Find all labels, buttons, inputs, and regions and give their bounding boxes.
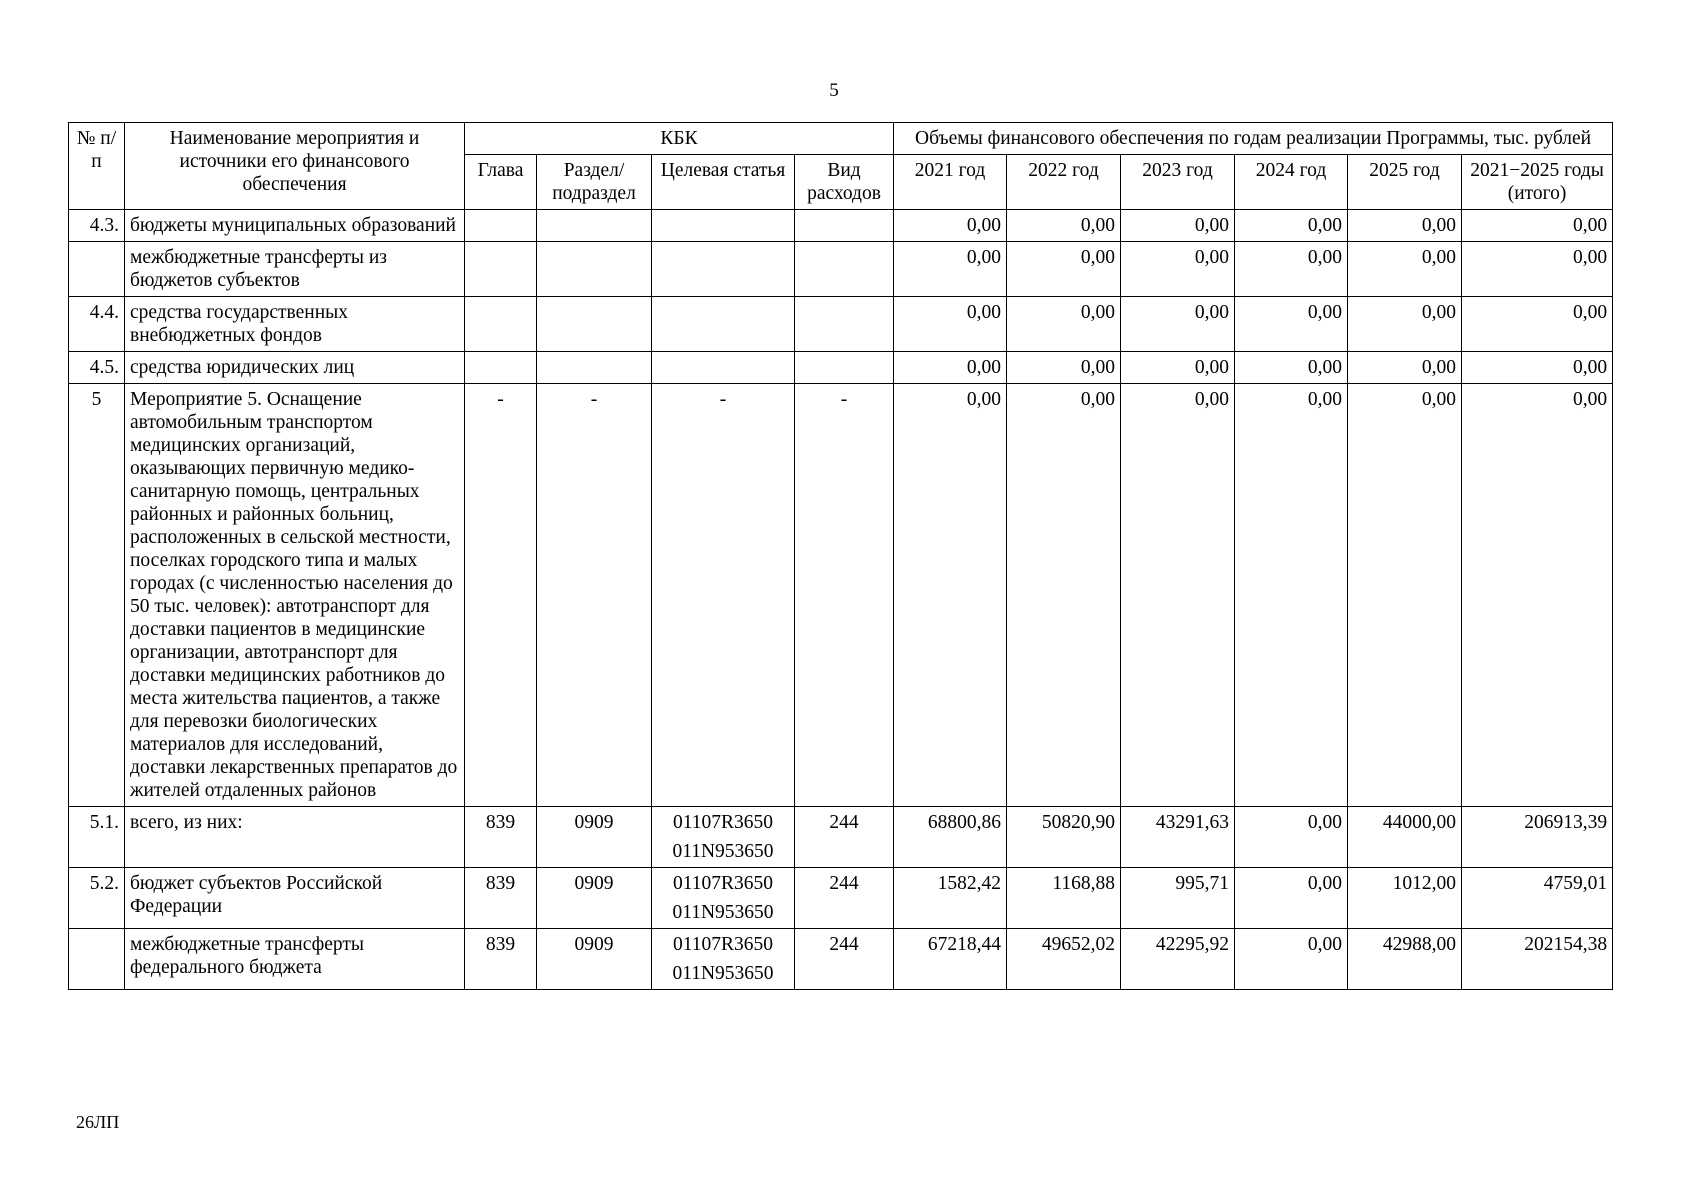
table-row [69,210,1613,242]
row-num [69,929,125,990]
row-razdel: 0909 [537,807,652,868]
header-vid: Вид расходов [795,155,894,210]
row-glava: 839 [465,868,537,929]
celevaya-code-2: 011N953650 [672,963,774,984]
row-celevaya [652,929,795,990]
row-total: 0,00 [1462,297,1613,352]
row-2021: 67218,44 [894,929,1007,990]
row-2023: 43291,63 [1121,807,1235,868]
row-glava [465,210,537,242]
row-celevaya [652,210,795,242]
row-total: 0,00 [1462,352,1613,384]
table-row [69,297,1613,352]
row-razdel: - [537,384,652,807]
row-vid [795,297,894,352]
row-vid [795,210,894,242]
row-glava: 839 [465,807,537,868]
row-2021: 0,00 [894,242,1007,297]
row-num: 5.2. [69,868,125,929]
row-num: 4.4. [69,297,125,352]
row-name: средства юридических лиц [125,352,465,384]
row-2024: 0,00 [1235,352,1348,384]
header-2021: 2021 год [894,155,1007,210]
row-2024: 0,00 [1235,929,1348,990]
row-2022: 0,00 [1007,384,1121,807]
row-razdel: 0909 [537,929,652,990]
row-2025: 0,00 [1348,242,1462,297]
row-total: 0,00 [1462,384,1613,807]
row-2024: 0,00 [1235,807,1348,868]
row-2022: 0,00 [1007,352,1121,384]
header-2025: 2025 год [1348,155,1462,210]
page-number: 5 [829,80,839,101]
row-2023: 0,00 [1121,352,1235,384]
row-2021: 0,00 [894,210,1007,242]
row-glava: - [465,384,537,807]
row-name: межбюджетные трансферты из бюджетов субъектов [125,242,465,297]
row-2025: 0,00 [1348,352,1462,384]
row-celevaya [652,352,795,384]
celevaya-code-1: 01107R3650 [672,934,774,955]
header-glava: Глава [465,155,537,210]
row-2025: 1012,00 [1348,868,1462,929]
row-2021: 0,00 [894,384,1007,807]
row-total: 206913,39 [1462,807,1613,868]
row-2022: 49652,02 [1007,929,1121,990]
header-num: № п/п [69,123,125,210]
row-total: 202154,38 [1462,929,1613,990]
row-2024: 0,00 [1235,210,1348,242]
row-razdel: 0909 [537,868,652,929]
row-2023: 995,71 [1121,868,1235,929]
row-celevaya [652,384,795,807]
row-vid: 244 [795,868,894,929]
celevaya-code-2: 011N953650 [672,841,774,862]
celevaya-code-1: 01107R3650 [672,812,774,833]
row-celevaya [652,297,795,352]
row-2021: 1582,42 [894,868,1007,929]
table-row [69,242,1613,297]
celevaya-code-2: 011N953650 [672,902,774,923]
header-2022: 2022 год [1007,155,1121,210]
row-2022: 1168,88 [1007,868,1121,929]
row-vid: - [795,384,894,807]
row-2023: 0,00 [1121,210,1235,242]
row-celevaya [652,807,795,868]
header-volumes: Объемы финансового обеспечения по годам реализации Программы, тыс. рублей [894,123,1613,155]
header-2023: 2023 год [1121,155,1235,210]
row-name: Мероприятие 5. Оснащение автомобильным транспортом медицинских организаций, оказывающих первичную медико-санитарную помощь, центральных районных и районных больниц, расположенных в сельской местности, поселках городского типа и малых городах (с численностью населения до 50 тыс. человек): автотранспорт для доставки пациентов в медицинские организации, автотранспорт для доставки медицинских работников до места жительства пациентов, а также для перевозки биологических материалов для исследований, доставки лекарственных препаратов до жителей отдаленных районов [125,384,465,807]
document-code: 26ЛП [76,1112,120,1132]
header-2024: 2024 год [1235,155,1348,210]
row-2025: 0,00 [1348,210,1462,242]
row-2023: 0,00 [1121,297,1235,352]
row-2024: 0,00 [1235,297,1348,352]
table-row [69,868,1613,929]
row-razdel [537,242,652,297]
header-celevaya: Целевая статья [652,155,795,210]
row-num: 5.1. [69,807,125,868]
row-2021: 68800,86 [894,807,1007,868]
row-num: 4.5. [69,352,125,384]
header-razdel: Раздел/ подраздел [537,155,652,210]
row-2021: 0,00 [894,297,1007,352]
row-2023: 42295,92 [1121,929,1235,990]
row-num [69,242,125,297]
row-razdel [537,210,652,242]
header-total: 2021−2025 годы (итого) [1462,155,1613,210]
row-name: бюджет субъектов Российской Федерации [125,868,465,929]
row-total: 4759,01 [1462,868,1613,929]
row-2022: 0,00 [1007,297,1121,352]
table-row [69,807,1613,868]
table-row [69,929,1613,990]
row-2025: 0,00 [1348,384,1462,807]
row-glava [465,297,537,352]
row-razdel [537,352,652,384]
row-vid: 244 [795,807,894,868]
row-vid: 244 [795,929,894,990]
financing-table [68,122,1613,990]
celevaya-code-1: - [719,389,727,410]
row-name: бюджеты муниципальных образований [125,210,465,242]
row-name: средства государственных внебюджетных фондов [125,297,465,352]
table-row [69,352,1613,384]
row-total: 0,00 [1462,210,1613,242]
row-2024: 0,00 [1235,868,1348,929]
header-row-1 [69,123,1613,155]
row-glava: 839 [465,929,537,990]
row-2025: 42988,00 [1348,929,1462,990]
row-celevaya [652,868,795,929]
row-name: межбюджетные трансферты федерального бюджета [125,929,465,990]
row-2024: 0,00 [1235,242,1348,297]
row-2022: 0,00 [1007,210,1121,242]
row-2023: 0,00 [1121,242,1235,297]
row-2022: 0,00 [1007,242,1121,297]
row-glava [465,352,537,384]
row-2024: 0,00 [1235,384,1348,807]
row-2023: 0,00 [1121,384,1235,807]
row-name: всего, из них: [125,807,465,868]
row-vid [795,242,894,297]
row-2025: 0,00 [1348,297,1462,352]
row-glava [465,242,537,297]
row-total: 0,00 [1462,242,1613,297]
header-name: Наименование мероприятия и источники его финансового обеспечения [125,123,465,210]
row-2021: 0,00 [894,352,1007,384]
row-2025: 44000,00 [1348,807,1462,868]
row-razdel [537,297,652,352]
row-celevaya [652,242,795,297]
row-num: 5 [69,384,125,807]
celevaya-code-1: 01107R3650 [672,873,774,894]
table-row [69,384,1613,807]
row-vid [795,352,894,384]
row-num: 4.3. [69,210,125,242]
header-kbk: КБК [465,123,894,155]
row-2022: 50820,90 [1007,807,1121,868]
